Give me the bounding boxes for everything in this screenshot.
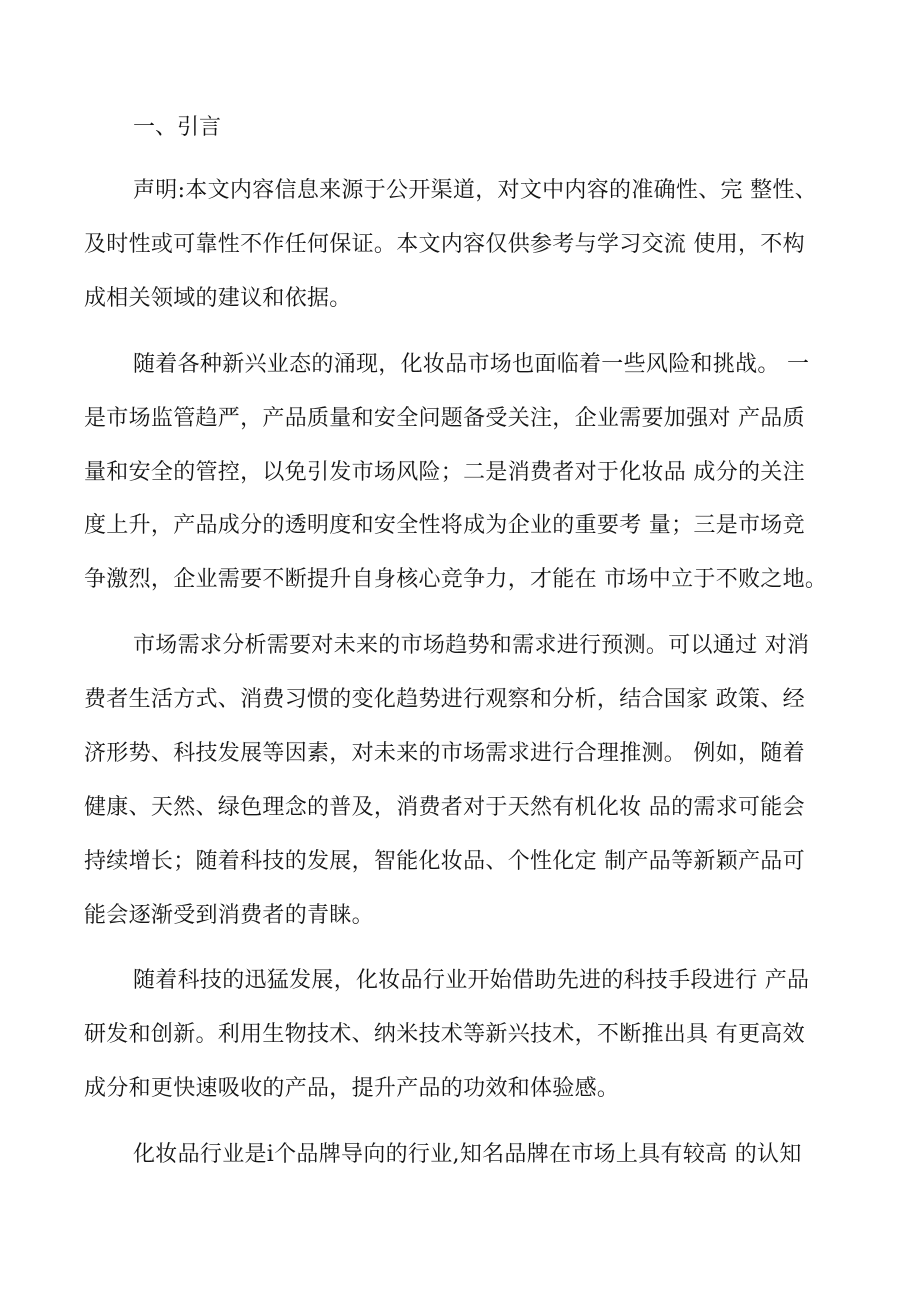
- paragraph-3-line-6: 能会逐渐受到消费者的青睐。: [84, 903, 374, 928]
- paragraph-1-line-2: 及时性或可靠性不作任何保证。本文内容仅供参考与学习交流 使用，不构: [84, 232, 805, 257]
- paragraph-4-line-1: 随着科技的迅猛发展，化妆品行业开始借助先进的科技手段进行 产品: [133, 968, 810, 993]
- paragraph-2-line-3: 量和安全的管控，以免引发市场风险；二是消费者对于化妆品 成分的关注: [84, 460, 805, 485]
- paragraph-3-line-1: 市场需求分析需要对未来的市场趋势和需求进行预测。可以通过 对消: [133, 633, 810, 658]
- paragraph-3-line-4: 健康、天然、绿色理念的普及，消费者对于天然有机化妆 品的需求可能会: [84, 795, 805, 820]
- paragraph-4-line-2: 研发和创新。利用生物技术、纳米技术等新兴技术，不断推出具 有更高效: [84, 1022, 805, 1047]
- paragraph-4-line-3: 成分和更快速吸收的产品，提升产品的功效和体验感。: [84, 1076, 620, 1101]
- paragraph-2-line-4: 度上升，产品成分的透明度和安全性将成为企业的重要考 量；三是市场竞: [84, 513, 805, 538]
- paragraph-2-line-1: 随着各种新兴业态的涌现，化妆品市场也面临着一些风险和挑战。 一: [133, 352, 810, 377]
- paragraph-3-line-3: 济形势、科技发展等因素，对未来的市场需求进行合理推测。 例如，随着: [84, 741, 805, 766]
- paragraph-5-line-1: 化妆品行业是i个品牌导向的行业,知名品牌在市场上具有较高 的认知: [133, 1142, 802, 1167]
- paragraph-1-line-1: 声明:本文内容信息来源于公开渠道，对文中内容的准确性、完 整性、: [133, 178, 818, 203]
- paragraph-2-line-5: 争激烈，企业需要不断提升自身核心竞争力，才能在 市场中立于不败之地。: [84, 567, 828, 592]
- paragraph-2-line-2: 是市场监管趋严，产品质量和安全问题备受关注，企业需要加强对 产品质: [84, 406, 805, 431]
- paragraph-1-line-3: 成相关领域的建议和依据。: [84, 286, 352, 311]
- section-heading: 一、引言: [133, 115, 222, 140]
- paragraph-3-line-2: 费者生活方式、消费习惯的变化趋势进行观察和分析，结合国家 政策、经: [84, 687, 805, 712]
- paragraph-3-line-5: 持续增长；随着科技的发展，智能化妆品、个性化定 制产品等新颖产品可: [84, 849, 805, 874]
